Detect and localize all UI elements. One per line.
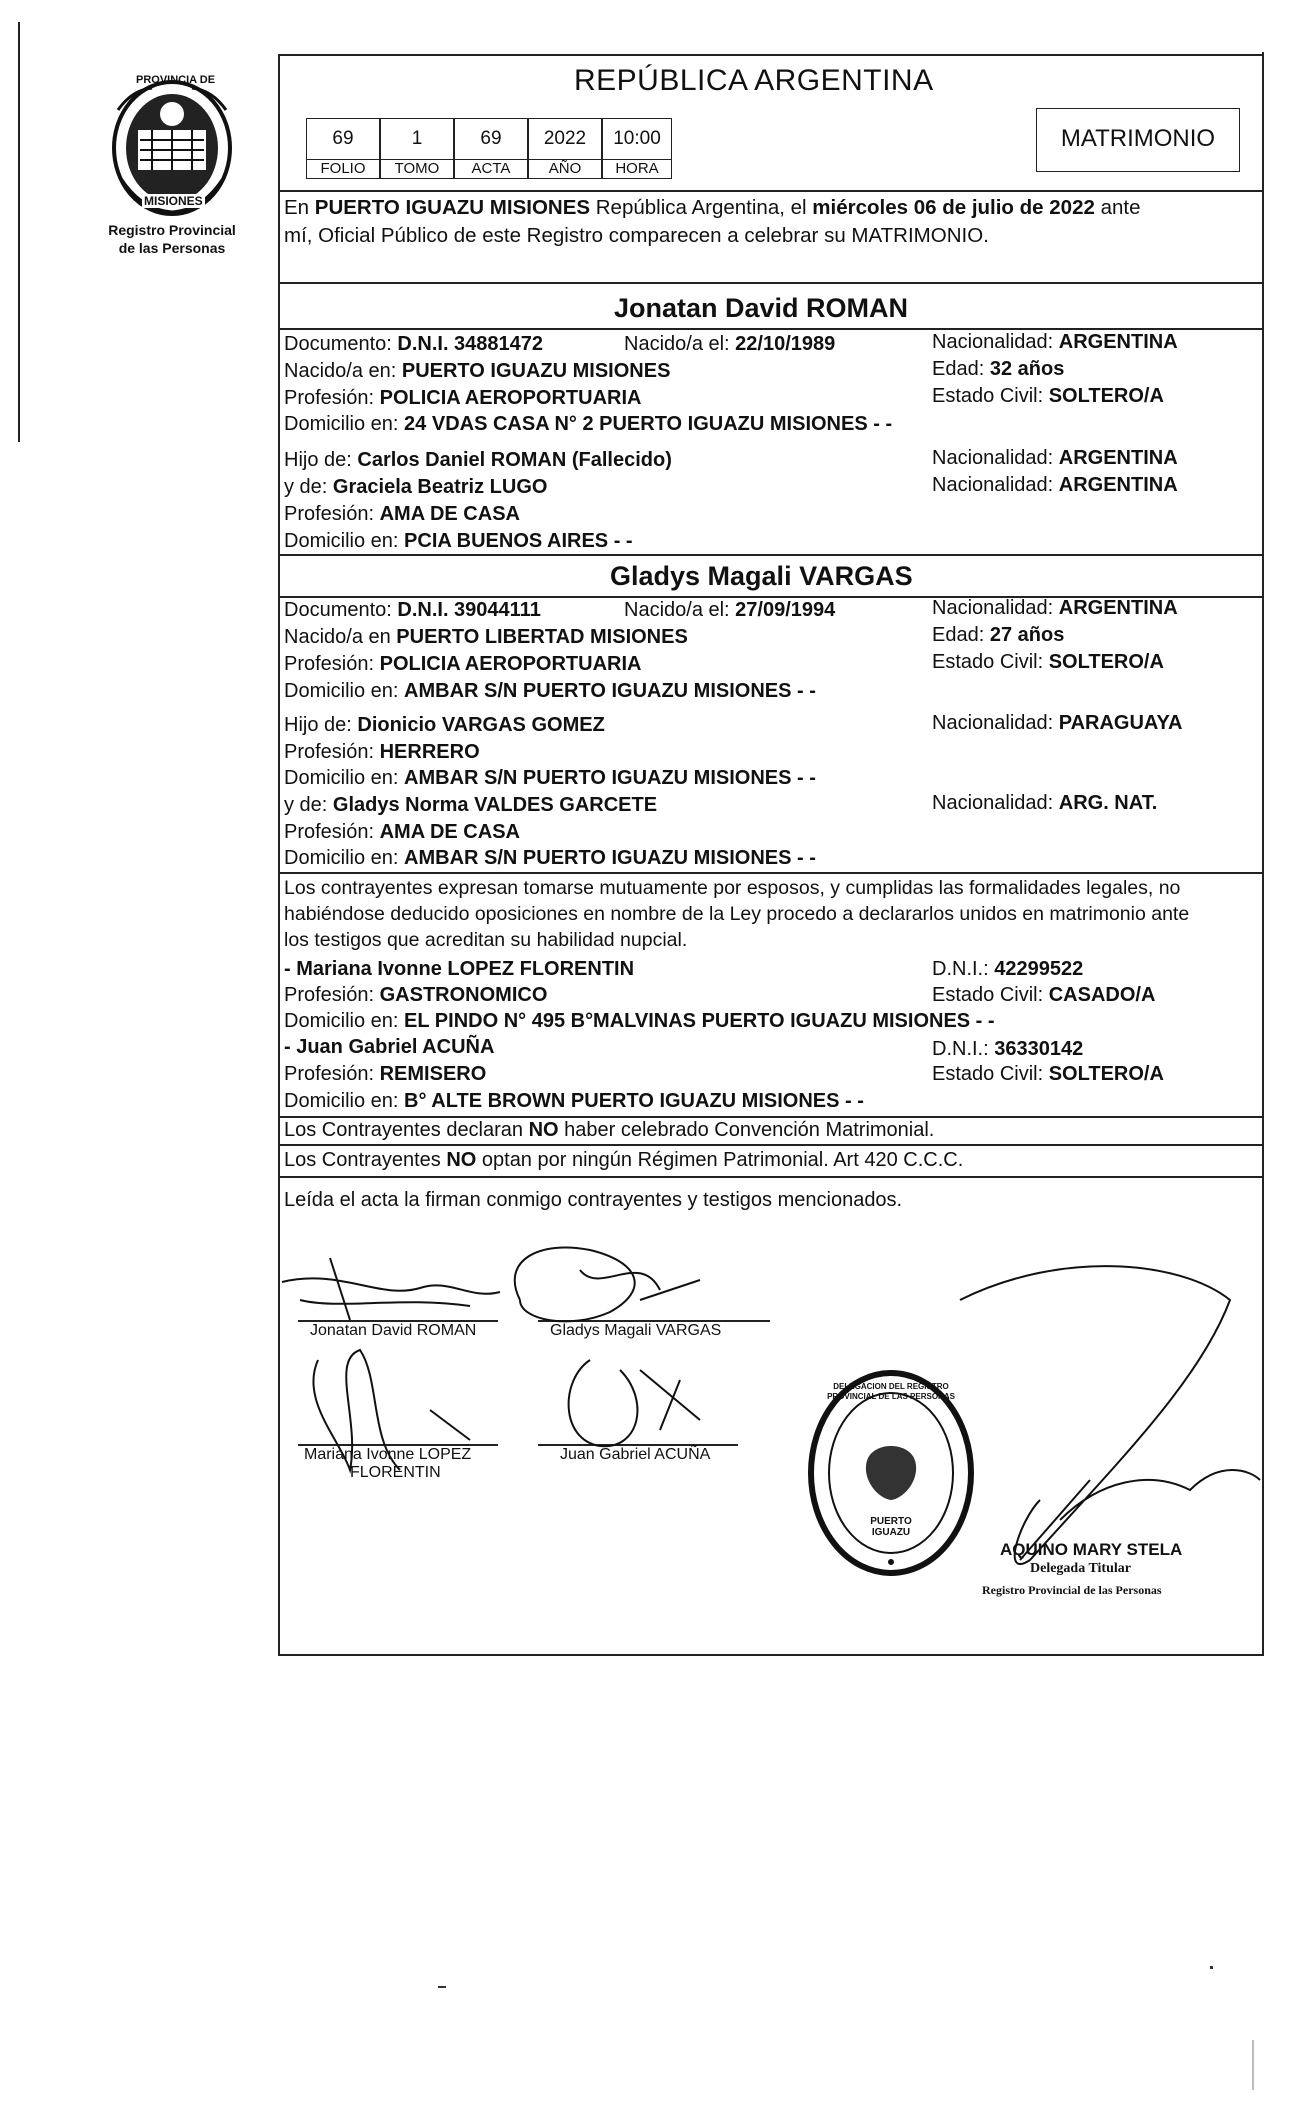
- value: SOLTERO/A: [1048, 1063, 1164, 1085]
- value: AMBAR S/N PUERTO IGUAZU MISIONES - -: [404, 680, 816, 702]
- hora-value: 10:00: [602, 118, 672, 160]
- label: Documento:: [284, 333, 398, 355]
- tomo-label: TOMO: [380, 159, 454, 179]
- witness1-prof: [284, 983, 547, 1007]
- value: AMBAR S/N PUERTO IGUAZU MISIONES - -: [404, 847, 816, 869]
- value: D.N.I. 34881472: [397, 333, 544, 355]
- header-divider: [278, 190, 1264, 192]
- intro-p2: República Argentina, el: [590, 196, 813, 219]
- spouse2-father-dom: [284, 766, 816, 790]
- value: 42299522: [994, 958, 1084, 980]
- spouse1-father-nat: [932, 446, 1178, 470]
- label: Profesión:: [284, 503, 380, 525]
- label: Estado Civil:: [932, 1063, 1049, 1085]
- label: Domicilio en:: [284, 1010, 405, 1032]
- anio-label: AÑO: [528, 159, 602, 179]
- value: HERRERO: [379, 741, 480, 763]
- logo-bottom-text: MISIONES: [144, 194, 203, 208]
- page-title: REPÚBLICA ARGENTINA: [574, 64, 934, 97]
- declaration-line2: habiéndose deducido oposiciones en nombre de la Ley procedo a declararlos unidos en matrimonio ante: [284, 903, 1190, 925]
- regime-no: NO: [446, 1149, 477, 1171]
- value: Graciela Beatriz LUGO: [332, 476, 548, 498]
- spouse2-end-divider: [278, 872, 1264, 874]
- value: 27 años: [989, 624, 1065, 646]
- label: Nacionalidad:: [932, 474, 1059, 496]
- label: D.N.I.:: [932, 1038, 995, 1060]
- doc-type: MATRIMONIO: [1060, 125, 1216, 152]
- label: Estado Civil:: [932, 984, 1049, 1006]
- spouse1-born-in: [284, 359, 670, 383]
- spouse1-parent-prof: [284, 502, 520, 526]
- logo-top-text: PROVINCIA DE: [136, 74, 216, 86]
- hora-label: HORA: [602, 159, 672, 179]
- value: ARG. NAT.: [1058, 792, 1158, 814]
- intro-line2: mí, Oficial Público de este Registro comparecen a celebrar su MATRIMONIO.: [284, 224, 989, 247]
- witness1-dni: [932, 957, 1083, 981]
- label: Domicilio en:: [284, 680, 405, 702]
- intro-date: miércoles 06 de julio de 2022: [812, 196, 1095, 219]
- caption-line1: Registro Provincial: [108, 222, 236, 238]
- label: Profesión:: [284, 653, 380, 675]
- folio-value: 69: [306, 118, 380, 160]
- doc-type-box: [1036, 108, 1240, 172]
- signature-spouse2: [515, 1247, 700, 1321]
- spouse2-born-on: [624, 598, 835, 622]
- label: Domicilio en:: [284, 530, 405, 552]
- label: Nacido/a el:: [624, 599, 736, 621]
- value: REMISERO: [379, 1063, 487, 1085]
- value: 24 VDAS CASA N° 2 PUERTO IGUAZU MISIONES - -: [404, 413, 893, 435]
- regime-text: optan por ningún Régimen Patrimonial. Art 420 C.C.C.: [476, 1149, 964, 1171]
- sig4-name: Juan Gabriel ACUÑA: [560, 1446, 711, 1463]
- intro-divider: [278, 282, 1264, 284]
- signature-official: [960, 1266, 1260, 1564]
- spouse2-mother: [284, 793, 657, 817]
- official-org: Registro Provincial de las Personas: [982, 1583, 1162, 1597]
- spouse1-parent-dom: [284, 529, 633, 553]
- spouse2-mother-nat: [932, 791, 1157, 815]
- label: Profesión:: [284, 984, 380, 1006]
- spouse2-father: [284, 713, 605, 737]
- sig1-name: Jonatan David ROMAN: [310, 1322, 477, 1339]
- spouse1-name: Jonatan David ROMAN: [614, 293, 909, 323]
- declaration-line3: los testigos que acreditan su habilidad nupcial.: [284, 929, 688, 951]
- witness1-civil: [932, 983, 1155, 1007]
- value: PUERTO LIBERTAD MISIONES: [396, 626, 688, 648]
- value: 32 años: [989, 358, 1065, 380]
- spouse2-nat: [932, 596, 1178, 620]
- value: Gladys Norma VALDES GARCETE: [332, 794, 658, 816]
- caption-line2: de las Personas: [118, 240, 226, 256]
- spouse2-father-prof: [284, 740, 480, 764]
- label: Domicilio en:: [284, 847, 405, 869]
- sig2-name: Gladys Magali VARGAS: [550, 1322, 722, 1339]
- folio-label: FOLIO: [306, 159, 380, 179]
- value: AMA DE CASA: [379, 821, 520, 843]
- label: Nacido/a en:: [284, 360, 402, 382]
- spouse1-prof: [284, 386, 641, 410]
- intro-place: PUERTO IGUAZU MISIONES: [314, 196, 591, 219]
- regime-divider: [278, 1144, 1264, 1146]
- scan-mark: [1210, 1966, 1213, 1969]
- label: Nacido/a en: [284, 626, 397, 648]
- witness1-dom: [284, 1009, 995, 1033]
- intro-p3: ante: [1094, 196, 1141, 219]
- label: Documento:: [284, 599, 398, 621]
- closing-text: Leída el acta la firman conmigo contrayentes y testigos mencionados.: [284, 1189, 903, 1211]
- value: 27/09/1994: [735, 599, 836, 621]
- value: AMBAR S/N PUERTO IGUAZU MISIONES - -: [404, 767, 816, 789]
- label: Nacionalidad:: [932, 792, 1059, 814]
- label: Estado Civil:: [932, 651, 1049, 673]
- official-seal: [806, 1366, 976, 1580]
- spouse2-mother-prof: [284, 820, 520, 844]
- value: AMA DE CASA: [379, 503, 520, 525]
- witness2-prof: [284, 1062, 486, 1086]
- spouse1-mother-nat: [932, 473, 1178, 497]
- spouse1-end-divider: [278, 554, 1264, 556]
- value: PUERTO IGUAZU MISIONES: [401, 360, 671, 382]
- witness2-name: - Juan Gabriel ACUÑA: [284, 1036, 495, 1058]
- value: GASTRONOMICO: [379, 984, 548, 1006]
- label: Nacionalidad:: [932, 712, 1059, 734]
- signature-spouse1: [282, 1258, 500, 1320]
- label: Nacido/a el:: [624, 333, 736, 355]
- spouse1-civil: [932, 384, 1164, 408]
- label: Edad:: [932, 358, 990, 380]
- value: ARGENTINA: [1058, 474, 1178, 496]
- spouse2-name: Gladys Magali VARGAS: [610, 561, 913, 591]
- witness2-dni: [932, 1037, 1083, 1061]
- tomo-value: 1: [380, 118, 454, 160]
- value: B° ALTE BROWN PUERTO IGUAZU MISIONES - -: [404, 1090, 864, 1112]
- label: Domicilio en:: [284, 767, 405, 789]
- scan-mark: [438, 1986, 446, 1988]
- regime-text: haber celebrado Convención Matrimonial.: [558, 1119, 935, 1141]
- value: CASADO/A: [1048, 984, 1156, 1006]
- label: Domicilio en:: [284, 413, 405, 435]
- value: SOLTERO/A: [1048, 651, 1164, 673]
- frame-bottom: [278, 1654, 1264, 1656]
- seal-inner-text: PUERTO IGUAZU: [870, 1516, 912, 1538]
- value: D.N.I. 39044111: [397, 599, 541, 621]
- label: Profesión:: [284, 1063, 380, 1085]
- anio-value: 2022: [528, 118, 602, 160]
- label: Nacionalidad:: [932, 331, 1059, 353]
- regime-end-divider: [278, 1176, 1264, 1178]
- spouse2-father-nat: [932, 711, 1183, 735]
- value: EL PINDO N° 495 B°MALVINAS PUERTO IGUAZU MISIONES - -: [404, 1010, 995, 1032]
- label: D.N.I.:: [932, 958, 995, 980]
- label: Nacionalidad:: [932, 447, 1059, 469]
- label: Profesión:: [284, 387, 380, 409]
- label: Profesión:: [284, 741, 380, 763]
- witness1-name: - Mariana Ivonne LOPEZ FLORENTIN: [284, 958, 635, 980]
- spouse1-age: [932, 357, 1064, 381]
- label: y de:: [284, 794, 333, 816]
- value: ARGENTINA: [1058, 331, 1178, 353]
- spouse1-dom: [284, 412, 892, 436]
- label: Domicilio en:: [284, 1090, 405, 1112]
- spouse2-mother-dom: [284, 846, 816, 870]
- value: 36330142: [994, 1038, 1084, 1060]
- value: ARGENTINA: [1058, 597, 1178, 619]
- frame-left: [278, 56, 280, 1656]
- label: y de:: [284, 476, 333, 498]
- regime-no: NO: [528, 1119, 559, 1141]
- scan-mark: [1252, 2040, 1254, 2090]
- value: POLICIA AEROPORTUARIA: [379, 653, 642, 675]
- sidebar: [92, 70, 252, 270]
- sig3-name-2: FLORENTIN: [350, 1464, 441, 1481]
- spouse1-mother: [284, 475, 547, 499]
- regime-line2: [284, 1148, 963, 1172]
- regime-text: Los Contrayentes: [284, 1149, 447, 1171]
- label: Edad:: [932, 624, 990, 646]
- acta-label: ACTA: [454, 159, 528, 179]
- margin-rule: [18, 22, 20, 442]
- seal-ring-text: DELEGACION DEL REGISTRO PROVINCIAL DE LAS PERSONAS: [827, 1382, 955, 1401]
- declaration-line1: Los contrayentes expresan tomarse mutuamente por esposos, y cumplidas las formalidades legales, no: [284, 877, 1181, 899]
- spouse2-civil: [932, 650, 1164, 674]
- value: PCIA BUENOS AIRES - -: [404, 530, 633, 552]
- spouse2-dom: [284, 679, 816, 703]
- label: Hijo de:: [284, 449, 358, 471]
- spouse1-nat: [932, 330, 1178, 354]
- spouse2-born-in: [284, 625, 688, 649]
- official-role: Delegada Titular: [1030, 1561, 1131, 1576]
- spouse1-doc: [284, 332, 543, 356]
- intro-p1: En: [284, 196, 315, 219]
- spouse1-father: [284, 448, 672, 472]
- value: Carlos Daniel ROMAN (Fallecido): [357, 449, 672, 471]
- sig3-name: Mariana Ivonne LOPEZ: [304, 1446, 472, 1463]
- spouse2-age: [932, 623, 1064, 647]
- frame-right: [1262, 52, 1264, 1656]
- regime-text: Los Contrayentes declaran: [284, 1119, 529, 1141]
- spouse2-doc: [284, 598, 541, 622]
- witness2-civil: [932, 1062, 1164, 1086]
- signature-witness2: [569, 1360, 700, 1446]
- witness2-dom: [284, 1089, 864, 1113]
- acta-value: 69: [454, 118, 528, 160]
- value: PARAGUAYA: [1058, 712, 1183, 734]
- value: ARGENTINA: [1058, 447, 1178, 469]
- value: 22/10/1989: [735, 333, 836, 355]
- regime-line1: [284, 1118, 934, 1142]
- value: Dionicio VARGAS GOMEZ: [357, 714, 605, 736]
- intro-line1: [284, 196, 1140, 220]
- label: Profesión:: [284, 821, 380, 843]
- official-name: AQUINO MARY STELA: [1000, 1540, 1183, 1559]
- frame-top: [278, 54, 1264, 56]
- value: POLICIA AEROPORTUARIA: [379, 387, 642, 409]
- spouse1-born-on: [624, 332, 835, 356]
- label: Hijo de:: [284, 714, 358, 736]
- label: Estado Civil:: [932, 385, 1049, 407]
- value: SOLTERO/A: [1048, 385, 1164, 407]
- spouse2-prof: [284, 652, 641, 676]
- label: Nacionalidad:: [932, 597, 1059, 619]
